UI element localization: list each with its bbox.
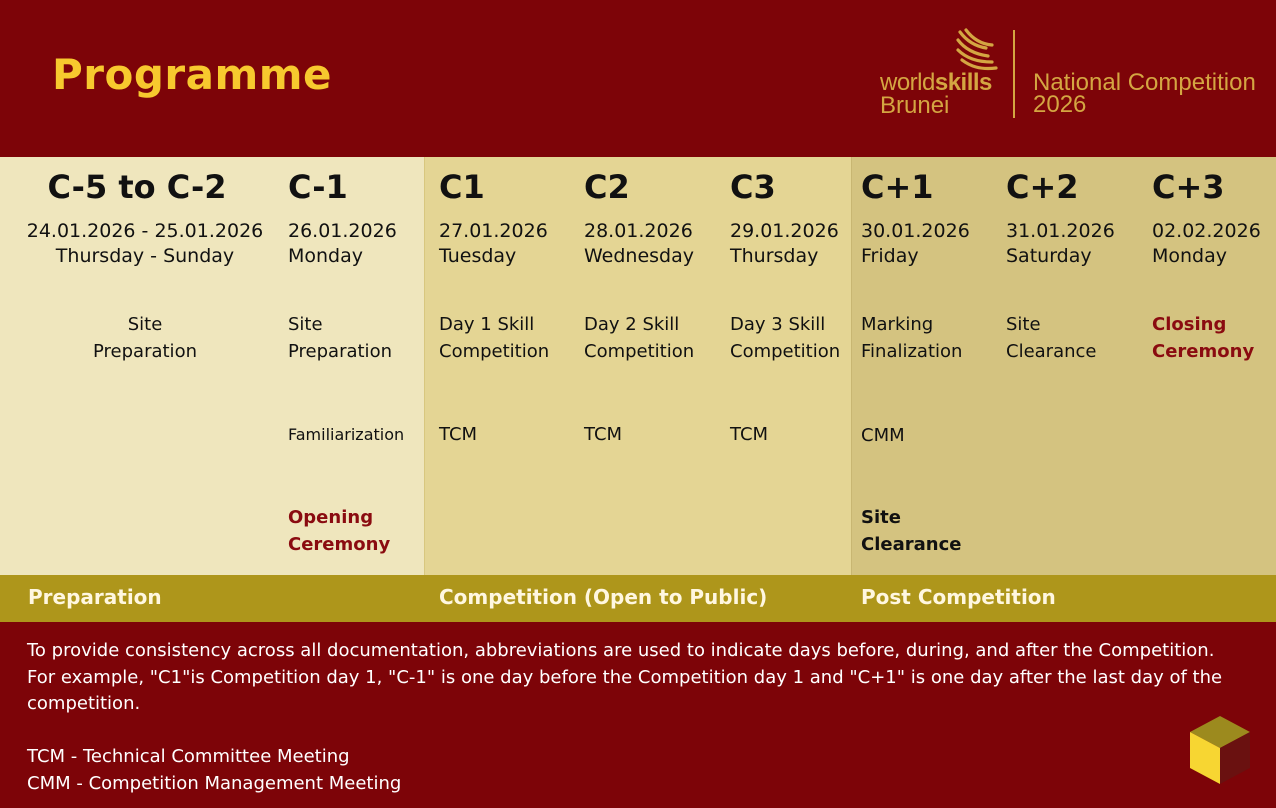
event-line: Preparation: [288, 341, 392, 362]
day-code: C1: [439, 168, 485, 206]
event-day2-competition: [584, 311, 694, 365]
day-date: 24.01.2026 - 25.01.2026: [26, 220, 264, 242]
event-line: Ceremony: [288, 534, 391, 555]
day-weekday: Monday: [1152, 245, 1228, 267]
event-line: Marking: [861, 314, 934, 335]
day-code: C3: [730, 168, 776, 206]
day-date: 31.01.2026: [1006, 220, 1115, 242]
day-code: C+3: [1152, 168, 1225, 206]
day-weekday: Wednesday: [584, 245, 695, 267]
day-code: C-1: [288, 168, 348, 206]
event-line: Day 2 Skill: [584, 314, 680, 335]
event-line: Opening: [288, 507, 374, 528]
event-line: Site: [861, 507, 901, 528]
day-date: 29.01.2026: [730, 220, 839, 242]
logo-country: Brunei: [880, 92, 950, 119]
event-line: Site: [127, 314, 163, 335]
event-site-clearance: [1006, 311, 1096, 365]
event-line: Competition: [730, 341, 841, 362]
day-weekday: Tuesday: [439, 245, 517, 267]
phase-competition-label: Competition (Open to Public): [439, 585, 768, 609]
event-line: Day 3 Skill: [730, 314, 826, 335]
logo-event-line1: National Competition: [1033, 69, 1256, 96]
logo-brand-light: world: [880, 69, 935, 96]
event-cmm: CMM: [861, 425, 905, 446]
day-date: 28.01.2026: [584, 220, 693, 242]
day-code: C+1: [861, 168, 934, 206]
phase-post-competition-label: Post Competition: [861, 585, 1056, 609]
event-tcm: TCM: [584, 424, 623, 445]
event-tcm: TCM: [439, 424, 478, 445]
day-date: 27.01.2026: [439, 220, 548, 242]
day-weekday: Saturday: [1006, 245, 1092, 267]
event-line: Site: [1006, 314, 1041, 335]
event-line: Finalization: [861, 341, 963, 362]
day-date: 02.02.2026: [1152, 220, 1261, 242]
page-title: Programme: [52, 50, 332, 99]
event-line: Closing: [1152, 314, 1227, 335]
day-column-cp3: [1152, 157, 1272, 269]
event-marking-finalization: [861, 311, 962, 365]
day-column-c-1: [288, 157, 424, 269]
event-familiarization: Familiarization: [288, 425, 405, 444]
event-opening-ceremony: [288, 504, 390, 558]
legend-tcm: TCM - Technical Committee Meeting: [27, 746, 350, 767]
day-column-cp1: [861, 157, 1001, 269]
day-weekday: Thursday - Sunday: [55, 245, 235, 267]
logo-divider: [1013, 30, 1015, 118]
day-weekday: Monday: [288, 245, 364, 267]
logo-event-name: [1033, 69, 1256, 118]
event-closing-ceremony: [1152, 311, 1254, 365]
day-date: 26.01.2026: [288, 220, 397, 242]
day-date: 30.01.2026: [861, 220, 970, 242]
day-column-c5-c2: [0, 157, 290, 269]
event-line: Competition: [584, 341, 695, 362]
event-day3-competition: [730, 311, 840, 365]
day-column-c2: [584, 157, 724, 269]
event-site-preparation: [288, 311, 392, 365]
event-line: Day 1 Skill: [439, 314, 535, 335]
abbreviation-note: To provide consistency across all documentation, abbreviations are used to indicate days before, during, and after the Competition. For example, "C1"is Competition day 1, "C-1" is one day before the Competition day 1 and "C+1" is one day after the last day of the competition.: [27, 640, 1223, 714]
event-line: Preparation: [93, 341, 197, 362]
day-column-c3: [730, 157, 850, 269]
logo-brand-bold: skills: [934, 69, 992, 96]
abbreviation-legend: [27, 743, 401, 797]
day-column-c1: [439, 157, 579, 269]
day-code: C+2: [1006, 168, 1079, 206]
day-weekday: Friday: [861, 245, 919, 267]
worldskills-logo: [880, 26, 1260, 126]
event-line: Clearance: [861, 534, 962, 555]
legend-cmm: CMM - Competition Management Meeting: [27, 773, 402, 794]
cube-icon: [1188, 714, 1252, 786]
event-site-preparation: [0, 311, 290, 365]
event-day1-competition: [439, 311, 549, 365]
day-column-cp2: [1006, 157, 1146, 269]
event-line: Competition: [439, 341, 550, 362]
event-site-clearance: [861, 504, 961, 558]
event-line: Ceremony: [1152, 341, 1255, 362]
logo-wordmark: [880, 69, 992, 119]
phase-preparation-label: Preparation: [28, 585, 162, 609]
event-tcm: TCM: [730, 424, 769, 445]
event-line: Clearance: [1006, 341, 1097, 362]
day-weekday: Thursday: [730, 245, 819, 267]
day-code: C-5 to C-2: [47, 168, 227, 206]
event-line: Site: [288, 314, 323, 335]
header: [0, 0, 1276, 157]
logo-event-year: 2026: [1033, 91, 1087, 118]
day-code: C2: [584, 168, 630, 206]
